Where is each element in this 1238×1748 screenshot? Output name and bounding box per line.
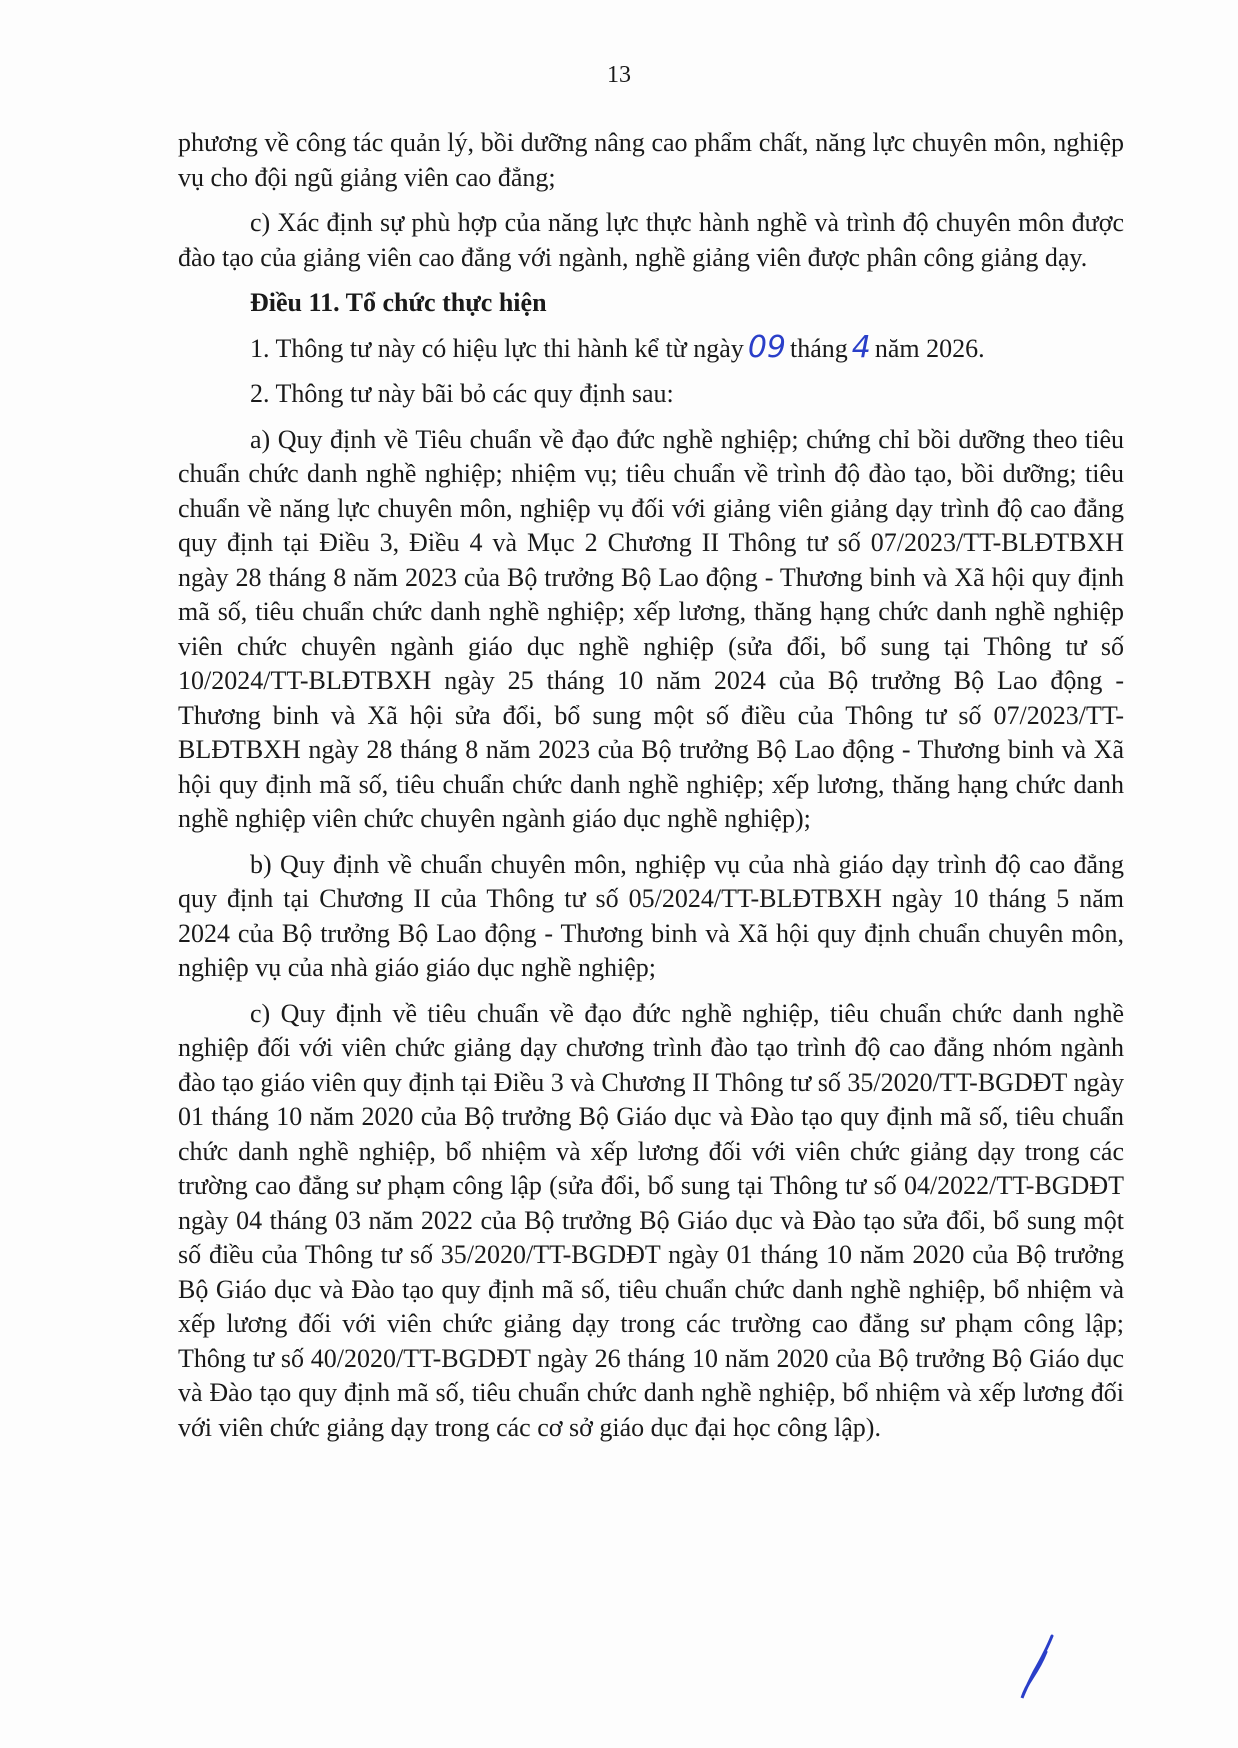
clause-2-point-b: b) Quy định về chuẩn chuyên môn, nghiệp vụ của nhà giáo dạy trình độ cao đẳng quy định tại Chương II của Thông tư số 05/2024/TT-BLĐTBXH ngày 10 tháng 5 năm 2024 của Bộ trưởng Bộ Lao động - Thương binh và Xã hội quy định chuẩn chuyên môn, nghiệp vụ của nhà giáo giáo dục nghề nghiệp; [178,849,1124,982]
document-body [178,126,1124,1456]
clause-1-text-after: năm 2026. [874,333,985,363]
clause-2-point-a: a) Quy định về Tiêu chuẩn về đạo đức nghề nghiệp; chứng chỉ bồi dưỡng theo tiêu chuẩn chức danh nghề nghiệp; nhiệm vụ; tiêu chuẩn về trình độ đào tạo, bồi dưỡng; tiêu chuẩn về năng lực chuyên môn, nghiệp vụ đối với giảng viên giảng dạy trình độ cao đẳng quy định tại Điều 3, Điều 4 và Mục 2 Chương II Thông tư số 07/2023/TT-BLĐTBXH ngày 28 tháng 8 năm 2023 của Bộ trưởng Bộ Lao động - Thương binh và Xã hội quy định mã số, tiêu chuẩn chức danh nghề nghiệp; xếp lương, thăng hạng chức danh nghề nghiệp viên chức chuyên ngành giáo dục nghề nghiệp (sửa đổi, bổ sung tại Thông tư số 10/2024/TT-BLĐTBXH ngày 25 tháng 10 năm 2024 của Bộ trưởng Bộ Lao động - Thương binh và Xã hội sửa đổi, bổ sung một số điều của Thông tư số 07/2023/TT-BLĐTBXH ngày 28 tháng 8 năm 2023 của Bộ trưởng Bộ Lao động - Thương binh và Xã hội quy định mã số, tiêu chuẩn chức danh nghề nghiệp; xếp lương, thăng hạng chức danh nghề nghiệp viên chức chuyên ngành giáo dục nghề nghiệp); [178,424,1124,833]
handwritten-day: 09 [747,329,786,365]
paragraph-c-point: c) Xác định sự phù hợp của năng lực thực hành nghề và trình độ chuyên môn được đào tạo của giảng viên cao đẳng với ngành, nghề giảng viên được phân công giảng dạy. [178,208,1124,272]
clause-2-intro: 2. Thông tư này bãi bỏ các quy định sau: [250,379,674,408]
clause-1-text-before: 1. Thông tư này có hiệu lực thi hành kể từ ngày [250,333,744,363]
page-number: 13 [607,62,631,88]
handwritten-month: 4 [851,329,871,365]
article-heading: Điều 11. Tổ chức thực hiện [250,288,547,317]
clause-1-effective-date [178,329,1124,367]
paragraph-continuation: phương về công tác quản lý, bồi dưỡng nâng cao phẩm chất, năng lực chuyên môn, nghiệp vụ cho đội ngũ giảng viên cao đẳng; [178,128,1124,192]
clause-1-text-middle: tháng [790,333,848,363]
initial-signature-icon [1012,1632,1062,1704]
clause-2-point-c: c) Quy định về tiêu chuẩn về đạo đức nghề nghiệp, tiêu chuẩn chức danh nghề nghiệp đối với viên chức giảng dạy chương trình đào tạo trình độ cao đẳng nhóm ngành đào tạo giáo viên quy định tại Điều 3 và Chương II Thông tư số 35/2020/TT-BGDĐT ngày 01 tháng 10 năm 2020 của Bộ trưởng Bộ Giáo dục và Đào tạo quy định mã số, tiêu chuẩn chức danh nghề nghiệp, bổ nhiệm và xếp lương đối với viên chức giảng dạy trong các trường cao đẳng sư phạm công lập (sửa đổi, bổ sung tại Thông tư số 04/2022/TT-BGDĐT ngày 04 tháng 03 năm 2022 của Bộ trưởng Bộ Giáo dục và Đào tạo sửa đổi, bổ sung một số điều của Thông tư số 35/2020/TT-BGDĐT ngày 01 tháng 10 năm 2020 của Bộ trưởng Bộ Giáo dục và Đào tạo quy định mã số, tiêu chuẩn chức danh nghề nghiệp, bổ nhiệm và xếp lương đối với viên chức giảng dạy trong các trường cao đẳng sư phạm công lập; Thông tư số 40/2020/TT-BGDĐT ngày 26 tháng 10 năm 2020 của Bộ trưởng Bộ Giáo dục và Đào tạo quy định mã số, tiêu chuẩn chức danh nghề nghiệp, bổ nhiệm và xếp lương đối với viên chức giảng dạy trong các cơ sở giáo dục đại học công lập). [178,998,1124,1442]
